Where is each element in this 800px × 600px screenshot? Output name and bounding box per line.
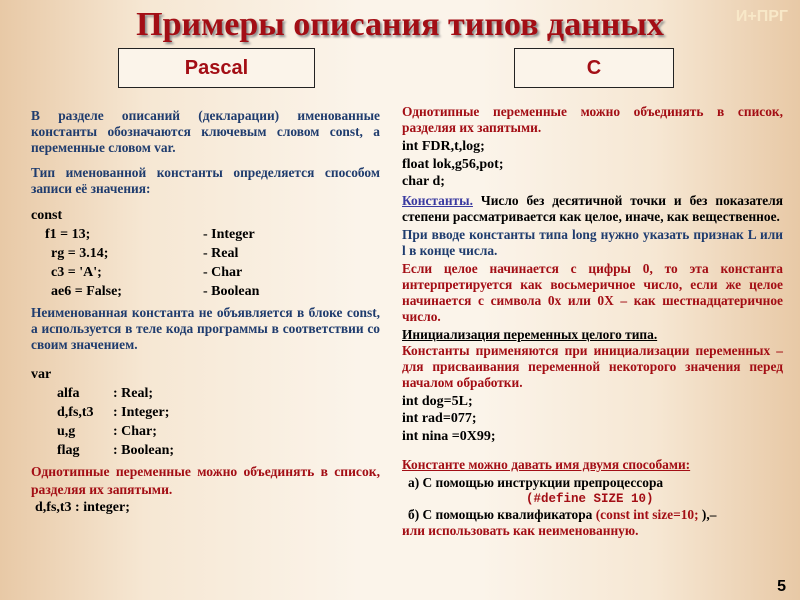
init-title: Инициализация переменных целого типа. <box>402 326 658 342</box>
pascal-intro-text: В разделе описаний (декларации) именованные константы обозначаются ключевым словом const, а переменные словом var. <box>31 108 380 155</box>
pascal-const-type-text: Тип именованной константы определяется способом записи её значения: <box>31 165 380 196</box>
c-column <box>402 104 783 539</box>
pascal-header: Pascal <box>118 48 315 88</box>
const-row: c3 = 'A'; - Char <box>51 265 243 280</box>
var-row: alfa : Real; <box>57 386 154 401</box>
unnamed-const-text: Неименованная константа не объявляется в блоке const, а используется в теле кода программы в соответствии со своим значением. <box>31 305 380 352</box>
c-header: C <box>514 48 674 88</box>
var-row: d,fs,t3 : Integer; <box>57 405 170 420</box>
var-list-text: Однотипные переменные можно объединять в список, разделяя их запятыми. <box>31 464 380 497</box>
c-long-text: При вводе константы типа long нужно указать признак L или l в конце числа. <box>402 226 783 258</box>
constants-link[interactable]: Константы. <box>402 192 473 208</box>
page-number: 5 <box>777 578 786 595</box>
way-b-line: б) С помощью квалификатора (const int size=10; ),– <box>408 507 717 522</box>
c-decl-code: int FDR,t,log; float lok,g56,pot; char d; <box>402 139 504 189</box>
var-row: u,g : Char; <box>57 424 157 439</box>
const-block <box>31 206 380 301</box>
naming-ways-text: Константе можно давать имя двумя способами: <box>402 457 691 472</box>
pascal-column <box>31 108 380 516</box>
way-a-text: а) С помощью инструкции препроцессора <box>408 475 664 490</box>
init-code: int dog=5L; int rad=077; int nina =0X99; <box>402 393 496 444</box>
const-row: f1 = 13; - Integer <box>45 227 255 242</box>
c-constants-text: Константы. Число без десятичной точки и без показателя степени рассматривается как целое, иначе, как вещественное. <box>402 192 783 224</box>
var-keyword: var <box>31 367 52 382</box>
page-title: Примеры описания типов данных <box>136 6 664 43</box>
var-row: flag : Boolean; <box>57 443 175 458</box>
init-text: Константы применяются при инициализации переменных – для присваивания переменной некоторого значения перед началом обработки. <box>402 342 783 390</box>
c-base-text: Если целое начинается с цифры 0, то эта константа интерпретируется как восьмеричное число, если же целое начинается с символа 0x или 0X – как шестнадцатеричное число. <box>402 260 783 324</box>
const-keyword: const <box>31 208 63 223</box>
way-end-text: или использовать как неименованную. <box>402 523 639 538</box>
course-label: И+ПРГ <box>735 8 788 25</box>
var-block <box>31 365 380 460</box>
c-intro-text: Однотипные переменные можно объединять в список, разделяя их запятыми. <box>402 104 783 135</box>
const-row: ae6 = False; - Boolean <box>51 284 260 299</box>
way-a-code: (#define SIZE 10) <box>526 492 654 506</box>
const-row: rg = 3.14; - Real <box>51 246 239 261</box>
var-list-example: d,fs,t3 : integer; <box>35 500 130 515</box>
